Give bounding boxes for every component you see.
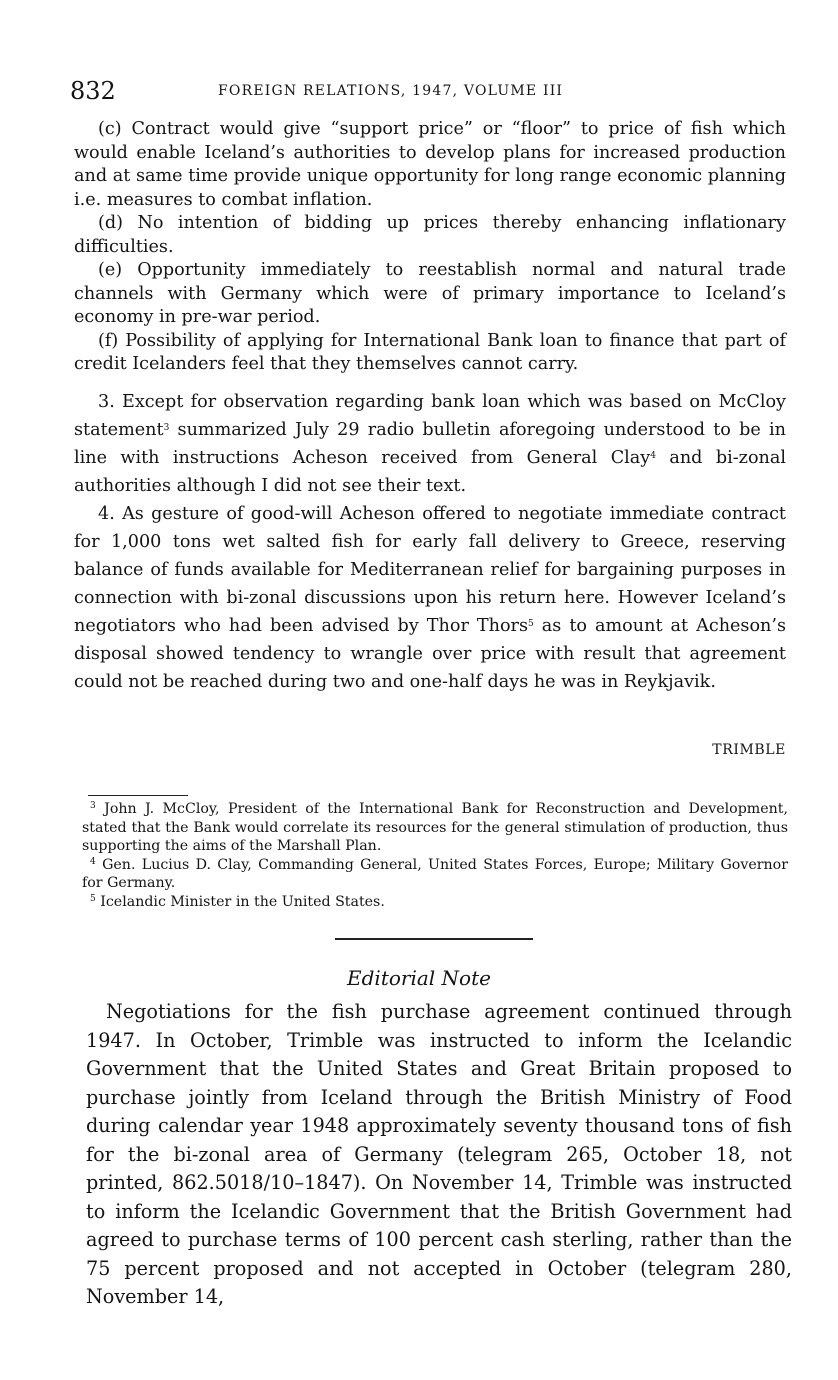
- editorial-paragraph: Negotiations for the fish purchase agreement continued through 1947. In October, Trimble was instructed to inform the Icelandic Government that the United States and Great Britain proposed to purchase jointly from Iceland through the British Ministry of Food during calendar year 1948 approximately seventy thousand tons of fish for the bi-zonal area of Germany (telegram 265, October 18, not printed, 862.5018/10–1847). On November 14, Trimble was instructed to inform the Icelandic Government that the British Government had agreed to purchase terms of 100 percent cash sterling, rather than the 75 percent proposed and not accepted in October (telegram 280, November 14,: [86, 1000, 792, 1308]
- item-f: (f) Possibility of applying for International Bank loan to finance that part of credit Icelanders feel that they themselves cannot carry.: [74, 330, 786, 374]
- editorial-note-title: Editorial Note: [347, 966, 491, 990]
- footnote-4: $^4$ Gen. Lucius D. Clay, Commanding General, United States Forces, Europe; Military Governor for Germany.: [82, 856, 788, 891]
- running-title: FOREIGN RELATIONS, 1947, VOLUME III: [218, 83, 564, 99]
- lettered-items: [74, 118, 786, 377]
- footnotes: [82, 800, 788, 911]
- footnote-ref-5: 5: [528, 619, 534, 629]
- paragraph-3: 3. Except for observation regarding bank loan which was based on McCloy statement$^3$ summarized July 29 radio bulletin aforegoing understood to be in line with instructions Acheson received from General Clay$^4$ and bi-zonal authorities although I did not see their text.: [74, 392, 786, 496]
- footnote-ref-4: 4: [650, 451, 656, 461]
- paragraph-4: 4. As gesture of good-will Acheson offered to negotiate immediate contract for 1,000 tons wet salted fish for early fall delivery to Greece, reserving balance of funds available for Mediterranean relief for bargaining purposes in connection with bi-zonal discussions upon his return here. However Iceland’s negotiators who had been advised by Thor Thors$^5$ as to amount at Acheson’s disposal showed tendency to wrangle over price with result that agreement could not be reached during two and one-half days he was in Reykjavik.: [74, 504, 787, 692]
- section-divider: [335, 938, 533, 940]
- numbered-paragraphs: [74, 388, 786, 696]
- footnote-divider: [88, 795, 188, 796]
- footnote-5: $^5$ Icelandic Minister in the United States.: [90, 893, 385, 910]
- footnote-ref-3: 3: [163, 423, 170, 433]
- editorial-note-body: [86, 998, 792, 1312]
- page-number: 832: [70, 77, 116, 105]
- item-e: (e) Opportunity immediately to reestablish normal and natural trade channels with Germany which were of primary importance to Iceland’s economy in pre-war period.: [74, 260, 786, 327]
- footnote-3: $^3$ John J. McCloy, President of the International Bank for Reconstruction and Development, stated that the Bank would correlate its resources for the general stimulation of production, thus supporting the aims of the Marshall Plan.: [82, 801, 789, 854]
- page-header: [70, 76, 790, 106]
- item-c: (c) Contract would give “support price” or “floor” to price of fish which would enable Iceland’s authorities to develop plans for increased production and at same time provide unique opportunity for long range economic planning i.e. measures to combat inflation.: [74, 119, 786, 210]
- signature: TRIMBLE: [712, 742, 786, 758]
- item-d: (d) No intention of bidding up prices thereby enhancing inflationary difficulties.: [74, 213, 786, 257]
